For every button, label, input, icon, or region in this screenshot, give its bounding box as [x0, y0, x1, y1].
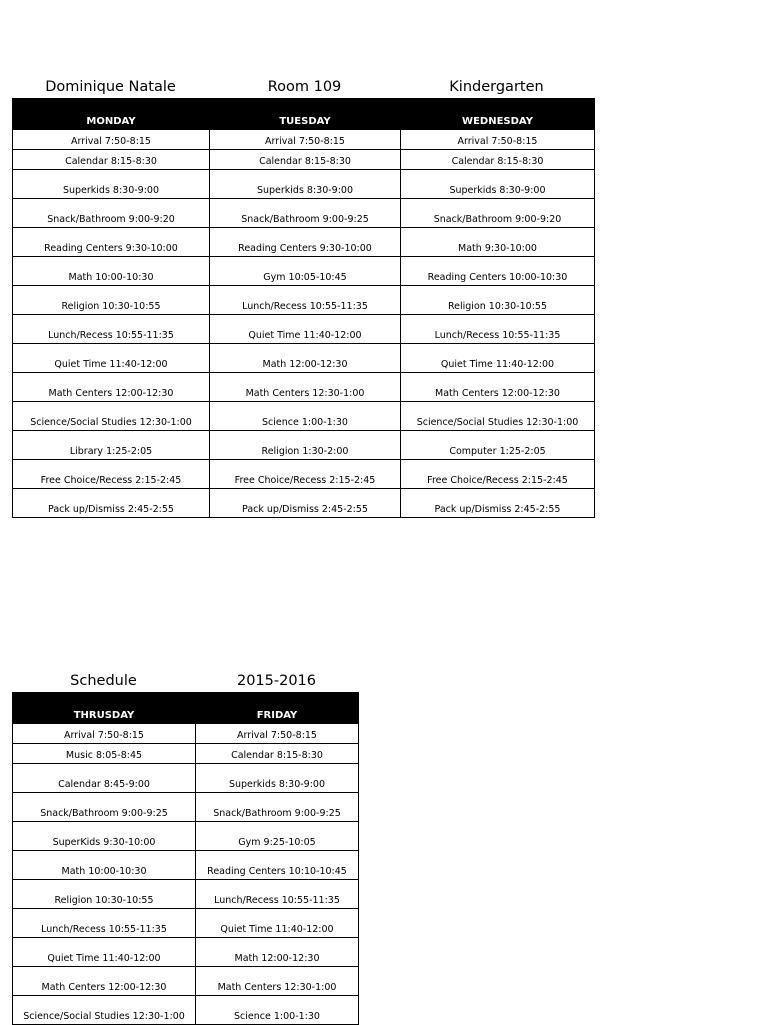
schedule-row: [13, 851, 359, 880]
schedule-cell: Arrival 7:50-8:15: [13, 130, 210, 150]
schedule-cell: Math Centers 12:30-1:00: [196, 967, 359, 996]
teacher-name: Dominique Natale: [45, 79, 176, 95]
schedule-row: [13, 793, 359, 822]
grade-level: Kindergarten: [449, 79, 544, 95]
schedule-cell: Arrival 7:50-8:15: [210, 130, 401, 150]
schedule-cell: Quiet Time 11:40-12:00: [401, 344, 595, 373]
schedule-cell: Snack/Bathroom 9:00-9:20: [401, 199, 595, 228]
schedule-row: [13, 373, 595, 402]
schedule-cell: Math Centers 12:00-12:30: [401, 373, 595, 402]
schedule-cell: Lunch/Recess 10:55-11:35: [210, 286, 401, 315]
schedule-cell: Gym 10:05-10:45: [210, 257, 401, 286]
schedule-cell: Calendar 8:45-9:00: [13, 764, 196, 793]
schedule-cell: Religion 1:30-2:00: [210, 431, 401, 460]
schedule-row: [13, 938, 359, 967]
schedule-row: [13, 199, 595, 228]
schedule-cell: Quiet Time 11:40-12:00: [196, 909, 359, 938]
schedule-cell: Math 10:00-10:30: [13, 851, 196, 880]
schedule-cell: Calendar 8:15-8:30: [401, 150, 595, 170]
schedule-cell: Snack/Bathroom 9:00-9:20: [13, 199, 210, 228]
schedule-cell: Snack/Bathroom 9:00-9:25: [13, 793, 196, 822]
schedule-cell: Arrival 7:50-8:15: [401, 130, 595, 150]
schedule-cell: Superkids 8:30-9:00: [196, 764, 359, 793]
schedule-cell: Religion 10:30-10:55: [13, 880, 196, 909]
schedule-cell: Science/Social Studies 12:30-1:00: [13, 996, 196, 1025]
schedule-cell: Free Choice/Recess 2:15-2:45: [210, 460, 401, 489]
schedule-row: [13, 822, 359, 851]
schedule-cell: Lunch/Recess 10:55-11:35: [401, 315, 595, 344]
schedule-cell: Reading Centers 10:10-10:45: [196, 851, 359, 880]
schedule-cell: Math 12:00-12:30: [196, 938, 359, 967]
schedule-cell: Math Centers 12:00-12:30: [13, 967, 196, 996]
schedule-cell: Arrival 7:50-8:15: [196, 724, 359, 744]
schedule-row: [13, 431, 595, 460]
schedule-cell: Reading Centers 9:30-10:00: [13, 228, 210, 257]
schedule-cell: Math 9:30-10:00: [401, 228, 595, 257]
schedule-cell: Calendar 8:15-8:30: [196, 744, 359, 764]
schedule-cell: Quiet Time 11:40-12:00: [210, 315, 401, 344]
schedule-cell: Superkids 8:30-9:00: [210, 170, 401, 199]
day-header-row: [13, 99, 595, 130]
schedule-row: [13, 967, 359, 996]
schedule-cell: Reading Centers 9:30-10:00: [210, 228, 401, 257]
day-header: FRIDAY: [196, 693, 359, 724]
schedule-cell: Religion 10:30-10:55: [13, 286, 210, 315]
schedule-cell: Library 1:25-2:05: [13, 431, 210, 460]
schedule-row: [13, 286, 595, 315]
schedule-row: [13, 150, 595, 170]
schedule-cell: Science/Social Studies 12:30-1:00: [401, 402, 595, 431]
schedule-cell: Computer 1:25-2:05: [401, 431, 595, 460]
schedule-row: [13, 402, 595, 431]
schedule-cell: Math Centers 12:30-1:00: [210, 373, 401, 402]
schedule-cell: Science/Social Studies 12:30-1:00: [13, 402, 210, 431]
schedule-row: [13, 724, 359, 744]
schedule-cell: Free Choice/Recess 2:15-2:45: [13, 460, 210, 489]
schedule-row: [13, 344, 595, 373]
schedule-cell: Snack/Bathroom 9:00-9:25: [196, 793, 359, 822]
schedule-row: [13, 228, 595, 257]
schedule-cell: Gym 9:25-10:05: [196, 822, 359, 851]
school-year: 2015-2016: [236, 673, 317, 689]
schedule-row: [13, 880, 359, 909]
schedule-cell: Superkids 8:30-9:00: [401, 170, 595, 199]
schedule-cell: Lunch/Recess 10:55-11:35: [13, 909, 196, 938]
schedule-cell: SuperKids 9:30-10:00: [13, 822, 196, 851]
schedule-table-thu-fri: [12, 692, 359, 1025]
room-number: Room 109: [267, 79, 342, 95]
schedule-cell: Snack/Bathroom 9:00-9:25: [210, 199, 401, 228]
schedule-cell: Pack up/Dismiss 2:45-2:55: [210, 489, 401, 518]
schedule-row: [13, 744, 359, 764]
schedule-title: Schedule: [70, 673, 137, 689]
day-header: THRUSDAY: [13, 693, 196, 724]
schedule-row: [13, 460, 595, 489]
schedule-cell: Music 8:05-8:45: [13, 744, 196, 764]
schedule-cell: Lunch/Recess 10:55-11:35: [13, 315, 210, 344]
schedule-cell: Science 1:00-1:30: [210, 402, 401, 431]
schedule-cell: Science 1:00-1:30: [196, 996, 359, 1025]
schedule-row: [13, 764, 359, 793]
schedule-row: [13, 489, 595, 518]
schedule-cell: Math 10:00-10:30: [13, 257, 210, 286]
day-header: TUESDAY: [210, 99, 401, 130]
schedule-row: [13, 130, 595, 150]
schedule-cell: Calendar 8:15-8:30: [13, 150, 210, 170]
schedule-cell: Free Choice/Recess 2:15-2:45: [401, 460, 595, 489]
schedule-cell: Quiet Time 11:40-12:00: [13, 938, 196, 967]
schedule-row: [13, 909, 359, 938]
schedule-row: [13, 315, 595, 344]
schedule-table-mon-wed: [12, 98, 595, 518]
day-header: WEDNESDAY: [401, 99, 595, 130]
schedule-cell: Pack up/Dismiss 2:45-2:55: [13, 489, 210, 518]
schedule-cell: Arrival 7:50-8:15: [13, 724, 196, 744]
schedule-cell: Superkids 8:30-9:00: [13, 170, 210, 199]
schedule-cell: Quiet Time 11:40-12:00: [13, 344, 210, 373]
schedule-cell: Math Centers 12:00-12:30: [13, 373, 210, 402]
schedule-cell: Math 12:00-12:30: [210, 344, 401, 373]
schedule-row: [13, 170, 595, 199]
schedule-cell: Religion 10:30-10:55: [401, 286, 595, 315]
schedule-row: [13, 996, 359, 1025]
schedule-row: [13, 257, 595, 286]
schedule-cell: Calendar 8:15-8:30: [210, 150, 401, 170]
day-header: MONDAY: [13, 99, 210, 130]
schedule-cell: Pack up/Dismiss 2:45-2:55: [401, 489, 595, 518]
schedule-cell: Reading Centers 10:00-10:30: [401, 257, 595, 286]
schedule-cell: Lunch/Recess 10:55-11:35: [196, 880, 359, 909]
day-header-row: [13, 693, 359, 724]
